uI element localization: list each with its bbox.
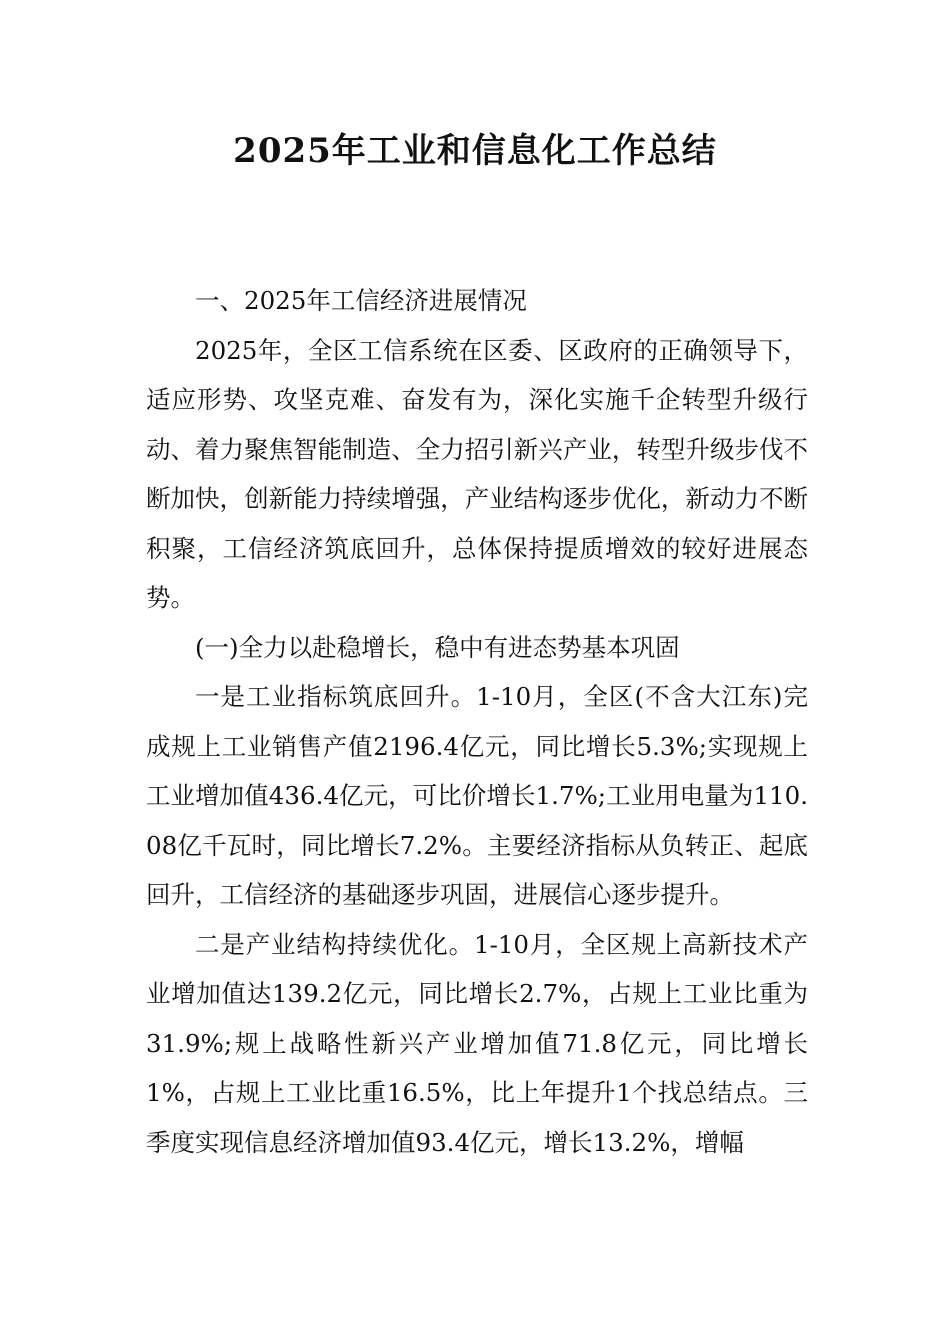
document-title: 2025年工业和信息化工作总结	[233, 131, 717, 171]
paragraph: 2025年，全区工信系统在区委、区政府的正确领导下，适应形势、攻坚克难、奋发有为，深化实施千企转型升级行动、着力聚焦智能制造、全力招引新兴产业，转型升级步伐不断加快，创新能力持续增强，产业结构逐步优化，新动力不断积聚，工信经济筑底回升，总体保持提质增效的较好进展态势。	[146, 335, 808, 612]
paragraph: 二是产业结构持续优化。1-10月，全区规上高新技术产业增加值达139.2亿元，同比增长2.7%，占规上工业比重为31.9%;规上战略性新兴产业增加值71.8亿元，同比增长1%，占规上工业比重16.5%，比上年提升1个找总结点。三季度实现信息经济增加值93.4亿元，增长13.2%，增幅	[146, 929, 808, 1157]
section-heading: 一、2025年工信经济进展情况	[195, 286, 527, 315]
document-body	[146, 276, 808, 1167]
paragraph: 一是工业指标筑底回升。1-10月，全区(不含大江东)完成规上工业销售产值2196.4亿元，同比增长5.3%;实现规上工业增加值436.4亿元，可比价增长1.7%;工业用电量为110.08亿千瓦时，同比增长7.2%。主要经济指标从负转正、起底回升，工信经济的基础逐步巩固，进展信心逐步提升。	[146, 682, 808, 909]
subsection-heading: (一)全力以赴稳增长，稳中有进态势基本巩固	[195, 632, 680, 662]
